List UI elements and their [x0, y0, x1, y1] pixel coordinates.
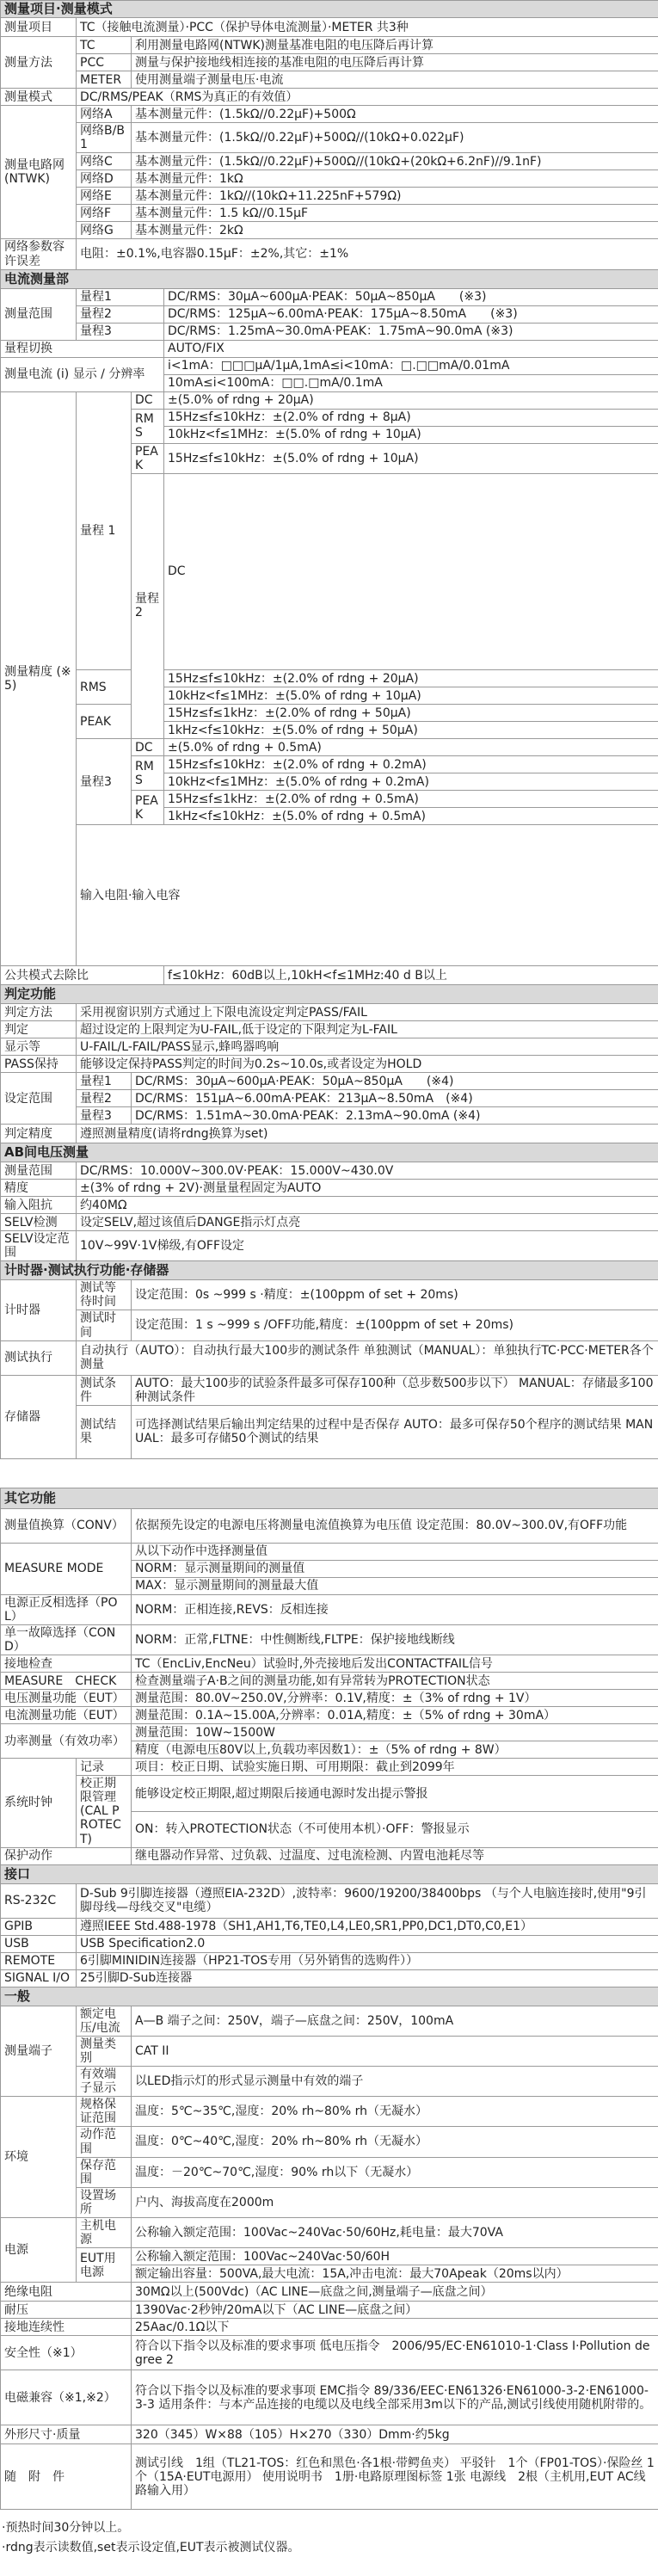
spec-value: 能够设定校正期限,超过期限后接通电源时发出提示警报: [132, 1776, 658, 1812]
spec-row: [1, 2036, 658, 2066]
spec-value: 温度：0℃~40℃,湿度：20% rh~80% rh（无凝水）: [132, 2127, 658, 2157]
spec-label: 耐压: [1, 2302, 132, 2319]
spec-value: 温度：5℃~35℃,湿度：20% rh~80% rh（无凝水）: [132, 2097, 658, 2127]
spec-row: [1, 1107, 658, 1125]
spec-value: 320（345）W×88（105）H×270（330）Dmm·约5kg: [132, 2425, 658, 2444]
spec-label: EUT用电源: [77, 2248, 132, 2283]
spec-row: [1, 1143, 658, 1162]
spec-value: 测量与保护接地线相连接的基准电阻的电压降后再计算: [132, 54, 658, 71]
spec-value: 测量范围：0.1A~15.00A,分辨率：0.01A,精度：±（5% of rdng + 30mA）: [132, 1707, 658, 1724]
spec-row: [1, 205, 658, 222]
spec-value: 以LED指示灯的形式显示测量中有效的端子: [132, 2067, 658, 2097]
spec-row: [1, 2187, 658, 2217]
spec-label: 电流测量功能（EUT）: [1, 1707, 132, 1724]
spec-label: PEAK: [77, 705, 132, 739]
spec-row: [1, 2157, 658, 2187]
spec-value: DC/RMS：1.25mA~30.0mA·PEAK：1.75mA~90.0mA (※3): [164, 323, 658, 340]
spec-row: [1, 1197, 658, 1214]
spec-label: 判定方法: [1, 1004, 77, 1021]
footnote: ·rdng表示读数值,set表示设定值,EUT表示被测试仪器。: [2, 2540, 300, 2554]
spec-label: 量程1: [77, 288, 164, 305]
spec-label: 额定电压/电流: [77, 2006, 132, 2036]
spec-value: ±(5.0% of rdng + 0.5mA): [164, 739, 658, 756]
spec-value: 使用测量端子测量电压·电流: [132, 71, 658, 89]
section-header: 接口: [1, 1864, 658, 1883]
spec-value: 检查测量端子A·B之间的测量功能,如有异常转为PROTECTION状态: [132, 1673, 658, 1690]
spec-value: NORM：正相连接,REVS：反相连接: [132, 1594, 658, 1624]
spec-label: 电源: [1, 2217, 77, 2282]
spec-value: AUTO/FIX: [164, 340, 658, 357]
spec-label: 输入电阻·输入电容: [77, 825, 658, 966]
spec-row: [1, 1, 658, 18]
spec-row: [1, 1056, 658, 1073]
spec-label: RS-232C: [1, 1883, 77, 1918]
spec-value: 利用测量电路网(NTWK)测量基准电阻的电压降后再计算: [132, 37, 658, 54]
spec-value: AUTO：最大100步的试验条件最多可保存100种（总步数500步以下） MANUAL：存储最多100种测试条件: [132, 1375, 658, 1405]
spec-row: [1, 2319, 658, 2336]
spec-row: [1, 1310, 658, 1340]
spec-label: 量程2: [77, 1090, 132, 1107]
spec-value: DC/RMS：151μA~6.00mA·PEAK：213μA~8.50mA (※4): [132, 1090, 658, 1107]
spec-label: 接地检查: [1, 1655, 132, 1673]
spec-value: A—B 端子之间：250V，端子—底盘之间：250V，100mA: [132, 2006, 658, 2036]
spec-value: 设定范围：1 s ~999 s /OFF功能,精度：±(100ppm of set + 20ms): [132, 1310, 658, 1340]
spec-value: 温度：－20℃~70℃,湿度：90% rh以下（无凝水）: [132, 2157, 658, 2187]
spec-row: [1, 1180, 658, 1197]
spec-label: PCC: [77, 54, 132, 71]
spec-value: 基本测量元件：1.5 kΩ//0.15μF: [132, 205, 658, 222]
spec-row: [1, 985, 658, 1004]
spec-value: ±(5.0% of rdng + 20μA): [164, 391, 658, 409]
spec-row: [1, 89, 658, 106]
spec-label: 记录: [77, 1759, 132, 1776]
spec-value: 额定输出容量：500VA,最大电流：15A,冲击电流：最大70Apeak（20ms以内）: [132, 2265, 658, 2283]
spec-label: 有效端子显示: [77, 2067, 132, 2097]
spec-value: 设定SELV,超过该值后DANGE指示灯点亮: [77, 1214, 658, 1231]
spec-value: 自动执行（AUTO）：自动执行最大100步的测试条件 单独测试（MANUAL）：单独执行TC·PCC·METER各个测量: [77, 1340, 658, 1375]
spec-row: [1, 1038, 658, 1056]
spec-value: 依据预先设定的电源电压将测量电流值换算为电压值 设定范围：80.0V~300.0V,有OFF功能: [132, 1508, 658, 1543]
spec-label: 量程 1: [77, 391, 132, 670]
spec-row: [1, 2283, 658, 2302]
spec-row: [1, 1261, 658, 1280]
spec-value: ON：转入PROTECTION状态（不可使用本机）·OFF：警报显示: [132, 1811, 658, 1847]
spec-row: [1, 2006, 658, 2036]
spec-row: [1, 2097, 658, 2127]
spec-row: [1, 2336, 658, 2370]
spec-label: 计时器: [1, 1280, 77, 1340]
spec-value: DC/RMS/PEAK（RMS为真正的有效值）: [77, 89, 658, 106]
spec-label: 主机电源: [77, 2217, 132, 2247]
spec-label: 测量范围: [1, 288, 77, 340]
spec-row: [1, 670, 658, 687]
spec-row: [1, 2444, 658, 2510]
spec-label: METER: [77, 71, 132, 89]
spec-label: 网络C: [77, 153, 132, 170]
spec-value: 15Hz≤f≤1kHz：±(2.0% of rdng + 50μA): [164, 705, 658, 722]
spec-value: 10kHz<f≤1MHz：±(5.0% of rdng + 10μA): [164, 426, 658, 443]
spec-row: [1, 1935, 658, 1952]
spec-value: 25引脚D-Sub连接器: [77, 1969, 658, 1987]
spec-label: DC: [132, 391, 164, 409]
spec-value: 超过设定的上限判定为U-FAIL,低于设定的下限判定为L-FAIL: [77, 1021, 658, 1038]
section-header: 其它功能: [1, 1488, 658, 1508]
spec-row: [1, 1021, 658, 1038]
section-header: 计时器·测试执行功能·存储器: [1, 1261, 658, 1280]
spec-label: 测量值换算（CONV）: [1, 1508, 132, 1543]
spec-label: 测试时间: [77, 1310, 132, 1340]
spec-label: 存储器: [1, 1375, 77, 1458]
spec-value: 1390Vac·2秒钟/20mA以下（AC LINE—底盘之间）: [132, 2302, 658, 2319]
spec-value: f≤10kHz：60dB以上,10kH<f≤1MHz:40 d B以上: [164, 966, 658, 985]
spec-row: [1, 1488, 658, 1508]
spec-label: 测试等待时间: [77, 1280, 132, 1310]
spec-value: 户内、海拔高度在2000m: [132, 2187, 658, 2217]
spec-row: [1, 106, 658, 123]
spec-label: DC: [132, 739, 164, 756]
spec-row: [1, 825, 658, 966]
spec-row: [1, 1776, 658, 1812]
spec-row: [1, 2302, 658, 2319]
spec-label: 判定: [1, 1021, 77, 1038]
spec-label: 量程3: [77, 739, 132, 825]
spec-row: [1, 305, 658, 323]
spec-row: [1, 1690, 658, 1707]
spec-value: DC/RMS：10.000V~300.0V·PEAK：15.000V~430.0V: [77, 1162, 658, 1180]
spec-label: 测量电路网 (NTWK): [1, 106, 77, 239]
spec-label: PEAK: [132, 443, 164, 473]
spec-row: [1, 71, 658, 89]
spec-label: 测试执行: [1, 1340, 77, 1375]
spec-row: [1, 1759, 658, 1776]
spec-label: 量程2: [132, 473, 164, 738]
spec-value: 约40MΩ: [77, 1197, 658, 1214]
spec-row: [1, 1707, 658, 1724]
section-header: 一般: [1, 1987, 658, 2006]
spec-value: 基本测量元件：(1.5kΩ//0.22μF)+500Ω//(10kΩ+0.022μF): [132, 123, 658, 153]
spec-row: [1, 269, 658, 288]
spec-label: 网络E: [77, 188, 132, 205]
spec-label: TC: [77, 37, 132, 54]
spec-row: [1, 1969, 658, 1987]
spec-value: ±(3% of rdng + 2V)·测量量程固定为AUTO: [77, 1180, 658, 1197]
spec-label: 校正期限管理 (CAL PROTECT): [77, 1776, 132, 1847]
spec-row: [1, 1847, 658, 1864]
spec-label: 网络G: [77, 222, 132, 239]
spec-row: [1, 288, 658, 305]
spec-row: [1, 357, 658, 374]
spec-label: 测试条件: [77, 1375, 132, 1405]
spec-row: [1, 1090, 658, 1107]
spec-value: 精度（电源电压80V以上,负载功率因数1）：±（5% of rdng + 8W）: [132, 1741, 658, 1759]
footnotes: [0, 2518, 658, 2557]
spec-value: 10kHz<f≤1MHz：±(5.0% of rdng + 0.2mA): [164, 773, 658, 791]
spec-label: 系统时钟: [1, 1759, 77, 1847]
spec-row: [1, 54, 658, 71]
spec-value: 项目：校正日期、试验实施日期、可用期限：截止到2099年: [132, 1759, 658, 1776]
spec-row: [1, 2370, 658, 2425]
spec-row: [1, 1073, 658, 1090]
spec-value: 10kHz<f≤1MHz：±(5.0% of rdng + 10μA): [164, 687, 658, 705]
spec-row: [1, 1543, 658, 1560]
spec-value: 基本测量元件：2kΩ: [132, 222, 658, 239]
spec-value: DC/RMS：1.51mA~30.0mA·PEAK：2.13mA~90.0mA (※4): [132, 1107, 658, 1125]
spec-value: CAT II: [132, 2036, 658, 2066]
spec-value: USB Specification2.0: [77, 1935, 658, 1952]
spec-label: DC: [164, 473, 658, 669]
section-header: 电流测量部: [1, 269, 658, 288]
spec-value: i<1mA：□□□μA/1μA,1mA≤i<10mA：□.□□mA/0.01mA: [164, 357, 658, 374]
spec-label: 判定精度: [1, 1125, 77, 1143]
spec-value: 1kHz<f≤10kHz：±(5.0% of rdng + 0.5mA): [164, 808, 658, 825]
spec-label: 测量项目: [1, 18, 77, 37]
spec-label: 设置场所: [77, 2187, 132, 2217]
spec-row: [1, 222, 658, 239]
spec-value: TC（接触电流测量）·PCC（保护导体电流测量）·METER 共3种: [77, 18, 658, 37]
spec-label: PASS保持: [1, 1056, 77, 1073]
spec-label: GPIB: [1, 1918, 77, 1935]
spec-row: [1, 1918, 658, 1935]
spec-value: 符合以下指令以及标准的要求事项 低电压指令 2006/95/EC·EN61010-1·Class I·Pollution degree 2: [132, 2336, 658, 2370]
spec-value: 基本测量元件：1kΩ//(10kΩ+11.225nF+579Ω): [132, 188, 658, 205]
spec-label: 接地连续性: [1, 2319, 132, 2336]
spec-row: [1, 1231, 658, 1261]
spec-label: 单一故障选择（COND）: [1, 1625, 132, 1655]
spec-label: SIGNAL I/O: [1, 1969, 77, 1987]
spec-row: [1, 1724, 658, 1741]
spec-label: 安全性（※1）: [1, 2336, 132, 2370]
spec-row: [1, 323, 658, 340]
spec-value: 30MΩ以上(500Vdc)（AC LINE—底盘之间,测量端子—底盘之间）: [132, 2283, 658, 2302]
spec-label: 测试结果: [77, 1405, 132, 1458]
spec-label: 电磁兼容（※1,※2）: [1, 2370, 132, 2425]
spec-row: [1, 1883, 658, 1918]
spec-value: NORM：正常,FLTNE：中性侧断线,FLTPE：保护接地线断线: [132, 1625, 658, 1655]
spec-row: [1, 966, 658, 985]
spec-value: 公称输入额定范围：100Vac~240Vac·50/60Hz,耗电量：最大70VA: [132, 2217, 658, 2247]
spec-label: 显示等: [1, 1038, 77, 1056]
spec-label: 量程2: [77, 305, 164, 323]
spec-value: NORM：显示测量期间的测量值: [132, 1560, 658, 1577]
spec-row: [1, 239, 658, 269]
spec-label: 测量类别: [77, 2036, 132, 2066]
spec-label: 网络A: [77, 106, 132, 123]
spec-value: 10V~99V·1V梯级,有OFF设定: [77, 1231, 658, 1261]
spec-row: [1, 739, 658, 756]
spec-label: 量程3: [77, 1107, 132, 1125]
spec-row: [1, 2425, 658, 2444]
spec-row: [1, 1340, 658, 1375]
spec-row: [1, 18, 658, 37]
spec-value: DC/RMS：30μA~600μA·PEAK：50μA~850μA (※3): [164, 288, 658, 305]
spec-row: [1, 1280, 658, 1310]
spec-row: [1, 1673, 658, 1690]
spec-value: DC/RMS：30μA~600μA·PEAK：50μA~850μA (※4): [132, 1073, 658, 1090]
spec-label: 量程切换: [1, 340, 164, 357]
spec-label: SELV设定范围: [1, 1231, 77, 1261]
spec-value: 15Hz≤f≤10kHz：±(2.0% of rdng + 8μA): [164, 409, 658, 426]
spec-label: 测量模式: [1, 89, 77, 106]
spec-value: D-Sub 9引脚连接器（遵照EIA-232D）,波特率：9600/19200/38400bps （与个人电脑连接时,使用"9引脚母线—母线交叉"电缆）: [77, 1883, 658, 1918]
spec-row: [1, 188, 658, 205]
spec-label: RMS: [132, 756, 164, 791]
spec-row: [1, 2248, 658, 2265]
spec-value: 电阻：±0.1%,电容器0.15μF：±2%,其它：±1%: [77, 239, 658, 269]
spec-label: 测量范围: [1, 1162, 77, 1180]
spec-label: 动作范围: [77, 2127, 132, 2157]
spec-label: 网络参数容许误差: [1, 239, 77, 269]
spec-label: 随 附 件: [1, 2444, 132, 2510]
spec-row: [1, 1162, 658, 1180]
spec-value: 1kHz<f≤10kHz：±(5.0% of rdng + 50μA): [164, 722, 658, 739]
spec-value: 10mA≤i<100mA：□□.□mA/0.1mA: [164, 374, 658, 391]
spec-value: 符合以下指令以及标准的要求事项 EMC指令 89/336/EEC·EN61326·EN61000-3-2·EN61000-3-3 适用条件：与本产品连接的电缆以及电线全部采用3m以下的产品,测试引线使用随机附带的。: [132, 2370, 658, 2425]
spec-value: 基本测量元件：1kΩ: [132, 170, 658, 188]
spec-value: MAX：显示测量期间的测量最大值: [132, 1577, 658, 1594]
spec-value: 15Hz≤f≤10kHz：±(2.0% of rdng + 20μA): [164, 670, 658, 687]
spec-value: 6引脚MINIDIN连接器（HP21-TOS专用（另外销售的选购件））: [77, 1952, 658, 1969]
spec-row: [1, 1594, 658, 1624]
spec-row: [1, 1125, 658, 1143]
spec-value: 遵照IEEE Std.488-1978（SH1,AH1,T6,TE0,L4,LE0,SR1,PP0,DC1,DT0,C0,E1）: [77, 1918, 658, 1935]
spec-label: 输入阻抗: [1, 1197, 77, 1214]
spec-label: 公共模式去除比: [1, 966, 164, 985]
section-header: 测量项目·测量模式: [1, 1, 658, 18]
spec-value: 15Hz≤f≤10kHz：±(5.0% of rdng + 10μA): [164, 443, 658, 473]
footnote: ·预热时间30分钟以上。: [2, 2521, 130, 2536]
spec-label: 环境: [1, 2097, 77, 2218]
spec-label: REMOTE: [1, 1952, 77, 1969]
spec-value: 15Hz≤f≤10kHz：±(2.0% of rdng + 0.2mA): [164, 756, 658, 773]
spec-label: 绝缘电阻: [1, 2283, 132, 2302]
spec-label: 量程1: [77, 1073, 132, 1090]
spec-label: MEASURE CHECK: [1, 1673, 132, 1690]
spec-label: 测量电流 (i) 显示 / 分辨率: [1, 357, 164, 391]
spec-row: [1, 705, 658, 722]
spec-row: [1, 37, 658, 54]
spec-value: 基本测量元件：(1.5kΩ//0.22μF)+500Ω: [132, 106, 658, 123]
spec-label: RMS: [132, 409, 164, 443]
spec-label: 保护动作: [1, 1847, 132, 1864]
spec-row: [1, 1405, 658, 1458]
spec-value: 基本测量元件：(1.5kΩ//0.22μF)+500Ω//(10kΩ+(20kΩ+6.2nF)//9.1nF): [132, 153, 658, 170]
spec-value: 25Aac/0.1Ω以下: [132, 2319, 658, 2336]
spec-value: U-FAIL/L-FAIL/PASS显示,蜂鸣器鸣响: [77, 1038, 658, 1056]
spec-row: [1, 2217, 658, 2247]
spec-value: 继电器动作异常、过负载、过温度、过电流检测、内置电池耗尽等: [132, 1847, 658, 1864]
spec-label: 量程3: [77, 323, 164, 340]
spec-label: 设定范围: [1, 1073, 77, 1125]
spec-label: USB: [1, 1935, 77, 1952]
spec-label: 测量端子: [1, 2006, 77, 2097]
spec-label: MEASURE MODE: [1, 1543, 132, 1594]
spec-row: [1, 1625, 658, 1655]
spec-value: TC（EncLiv,EncNeu）试验时,外壳接地后发出CONTACTFAIL信号: [132, 1655, 658, 1673]
spec-value: 测量范围：10W~1500W: [132, 1724, 658, 1741]
spec-label: 外形尺寸·质量: [1, 2425, 132, 2444]
spec-row: [1, 170, 658, 188]
spec-row: [1, 1214, 658, 1231]
spec-label: 电压测量功能（EUT）: [1, 1690, 132, 1707]
spec-row: [1, 340, 658, 357]
section-header: AB间电压测量: [1, 1143, 658, 1162]
spec-row: [1, 1004, 658, 1021]
spec-label: 保存范围: [77, 2157, 132, 2187]
spec-row: [1, 123, 658, 153]
spec-label: RMS: [77, 670, 132, 705]
spec-label: PEAK: [132, 791, 164, 825]
spec-label: 电源正反相选择（POL）: [1, 1594, 132, 1624]
spec-row: [1, 1952, 658, 1969]
spec-label: 测量方法: [1, 37, 77, 89]
spec-value: 能够设定保持PASS判定的时间为0.2s~10.0s,或者设定为HOLD: [77, 1056, 658, 1073]
spec-value: 15Hz≤f≤1kHz：±(2.0% of rdng + 0.5mA): [164, 791, 658, 808]
spec-row: [1, 1864, 658, 1883]
spec-row: [1, 2067, 658, 2097]
spec-label: 网络B/B1: [77, 123, 132, 153]
spec-value: 采用视窗识别方式通过上下限电流设定判定PASS/FAIL: [77, 1004, 658, 1021]
spec-row: [1, 1508, 658, 1543]
spec-value: 测试引线 1组（TL21-TOS：红色和黑色·各1根·带鳄鱼夹） 平驳针 1个（FP01-TOS）·保险丝 1个（15A·EUT电源用） 使用说明书 1册·电路原理图标签 1张 电源线 2根（主机用,EUT AC线路输入用）: [132, 2444, 658, 2510]
spec-value: DC/RMS：125μA~6.00mA·PEAK：175μA~8.50mA (※3): [164, 305, 658, 323]
spec-row: [1, 1655, 658, 1673]
spec-value: 可选择测试结果后输出判定结果的过程中是否保存 AUTO：最多可保存50个程序的测试结果 MANUAL：最多可存储50个测试的结果: [132, 1405, 658, 1458]
spec-value: 公称输入额定范围：100Vac~240Vac·50/60H: [132, 2248, 658, 2265]
spec-value: 测量范围：80.0V~250.0V,分辨率：0.1V,精度：±（3% of rdng + 1V）: [132, 1690, 658, 1707]
spec-row: [1, 2127, 658, 2157]
spec-label: 网络F: [77, 205, 132, 222]
spec-row: [1, 153, 658, 170]
spec-label: 功率测量（有效功率）: [1, 1724, 132, 1759]
spec-row: [1, 391, 658, 409]
spec-value: 设定范围：0s ~999 s ·精度：±(100ppm of set + 20ms): [132, 1280, 658, 1310]
spec-label: 规格保证范围: [77, 2097, 132, 2127]
spec-row: [1, 1375, 658, 1405]
spec-value: 从以下动作中选择测量值: [132, 1543, 658, 1560]
spec-row: [1, 1987, 658, 2006]
spec-label: 精度: [1, 1180, 77, 1197]
spec-label: 网络D: [77, 170, 132, 188]
spec-value: 遵照测量精度(请将rdng换算为set): [77, 1125, 658, 1143]
spec-label: 测量精度 (※5): [1, 391, 77, 965]
section-header: 判定功能: [1, 985, 658, 1004]
spec-label: SELV检测: [1, 1214, 77, 1231]
